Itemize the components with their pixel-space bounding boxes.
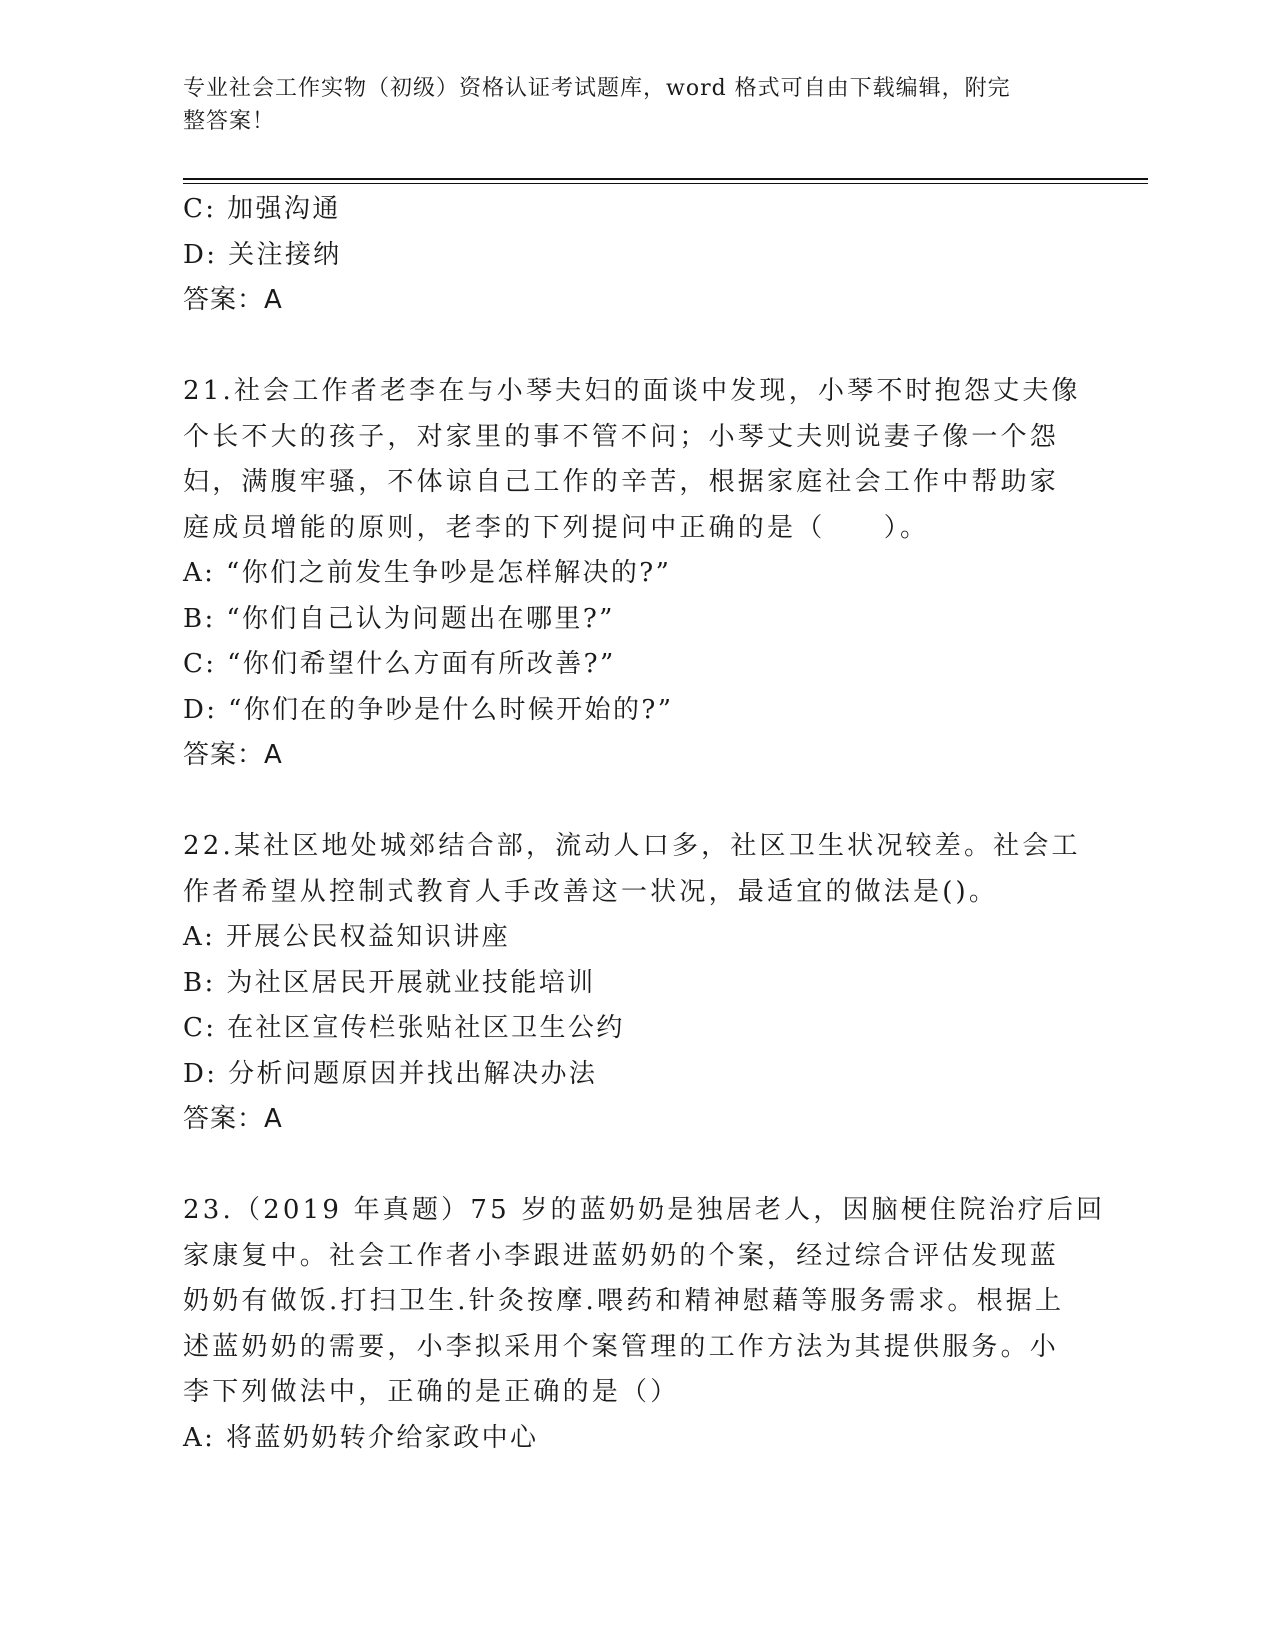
question-content bbox=[183, 187, 1106, 1461]
header-divider-thick bbox=[183, 178, 1148, 180]
q23-stem-line-2: 家康复中。社会工作者小李跟进蓝奶奶的个案，经过综合评估发现蓝 bbox=[183, 1240, 1060, 1271]
header-divider-thin bbox=[183, 183, 1148, 184]
q22-option-d: D: 分析问题原因并找出解决办法 bbox=[183, 1058, 598, 1089]
q22-option-c: C: 在社区宣传栏张贴社区卫生公约 bbox=[183, 1013, 625, 1043]
q23-option-a: A: 将蓝奶奶转介给家政中心 bbox=[183, 1422, 539, 1453]
q20-option-c: C: 加强沟通 bbox=[183, 194, 341, 224]
q22-answer: 答案：A bbox=[183, 1104, 283, 1134]
spacer bbox=[183, 779, 1083, 825]
question-23-block bbox=[183, 1188, 1106, 1461]
q21-stem-line-1: 21.社会工作者老李在与小琴夫妇的面谈中发现，小琴不时抱怨丈夫像 bbox=[183, 376, 1081, 406]
q21-stem-line-4: 庭成员增能的原则，老李的下列提问中正确的是（ ）。 bbox=[183, 512, 930, 543]
q21-stem-line-3: 妇，满腹牢骚，不体谅自己工作的辛苦，根据家庭社会工作中帮助家 bbox=[183, 467, 1060, 497]
q23-stem-line-1: 23.（2019 年真题）75 岁的蓝奶奶是独居老人，因脑梗住院治疗后回 bbox=[183, 1195, 1106, 1225]
spacer bbox=[183, 1143, 1083, 1189]
q23-stem-line-4: 述蓝奶奶的需要，小李拟采用个案管理的工作方法为其提供服务。小 bbox=[183, 1331, 1060, 1362]
question-20-block bbox=[183, 187, 1083, 324]
q21-option-a: A: “你们之前发生争吵是怎样解决的?” bbox=[183, 558, 672, 588]
question-22-block bbox=[183, 824, 1083, 1143]
q22-option-a: A: 开展公民权益知识讲座 bbox=[183, 922, 511, 952]
spacer bbox=[183, 324, 1083, 370]
q23-stem-line-3: 奶奶有做饭.打扫卫生.针灸按摩.喂药和精神慰藉等服务需求。根据上 bbox=[183, 1286, 1065, 1316]
q22-option-b: B: 为社区居民开展就业技能培训 bbox=[183, 967, 596, 998]
q20-option-d: D: 关注接纳 bbox=[183, 239, 342, 270]
q21-option-c: C: “你们希望什么方面有所改善?” bbox=[183, 649, 616, 679]
q21-answer: 答案：A bbox=[183, 740, 283, 770]
q21-option-b: B: “你们自己认为问题出在哪里?” bbox=[183, 603, 615, 634]
q22-stem-line-2: 作者希望从控制式教育人手改善这一状况，最适宜的做法是()。 bbox=[183, 876, 999, 907]
q21-option-d: D: “你们在的争吵是什么时候开始的?” bbox=[183, 694, 674, 725]
header-line-1: 专业社会工作实物（初级）资格认证考试题库，word 格式可自由下载编辑，附完 bbox=[183, 76, 1011, 101]
header-line-2: 整答案！ bbox=[183, 109, 276, 134]
q22-stem-line-1: 22.某社区地处城郊结合部，流动人口多，社区卫生状况较差。社会工 bbox=[183, 831, 1081, 861]
q23-stem-line-5: 李下列做法中，正确的是正确的是（） bbox=[183, 1377, 680, 1407]
q20-answer: 答案：A bbox=[183, 285, 283, 315]
q21-stem-line-2: 个长不大的孩子，对家里的事不管不问；小琴丈夫则说妻子像一个怨 bbox=[183, 421, 1060, 452]
page-header bbox=[183, 72, 1063, 138]
question-21-block bbox=[183, 369, 1083, 779]
